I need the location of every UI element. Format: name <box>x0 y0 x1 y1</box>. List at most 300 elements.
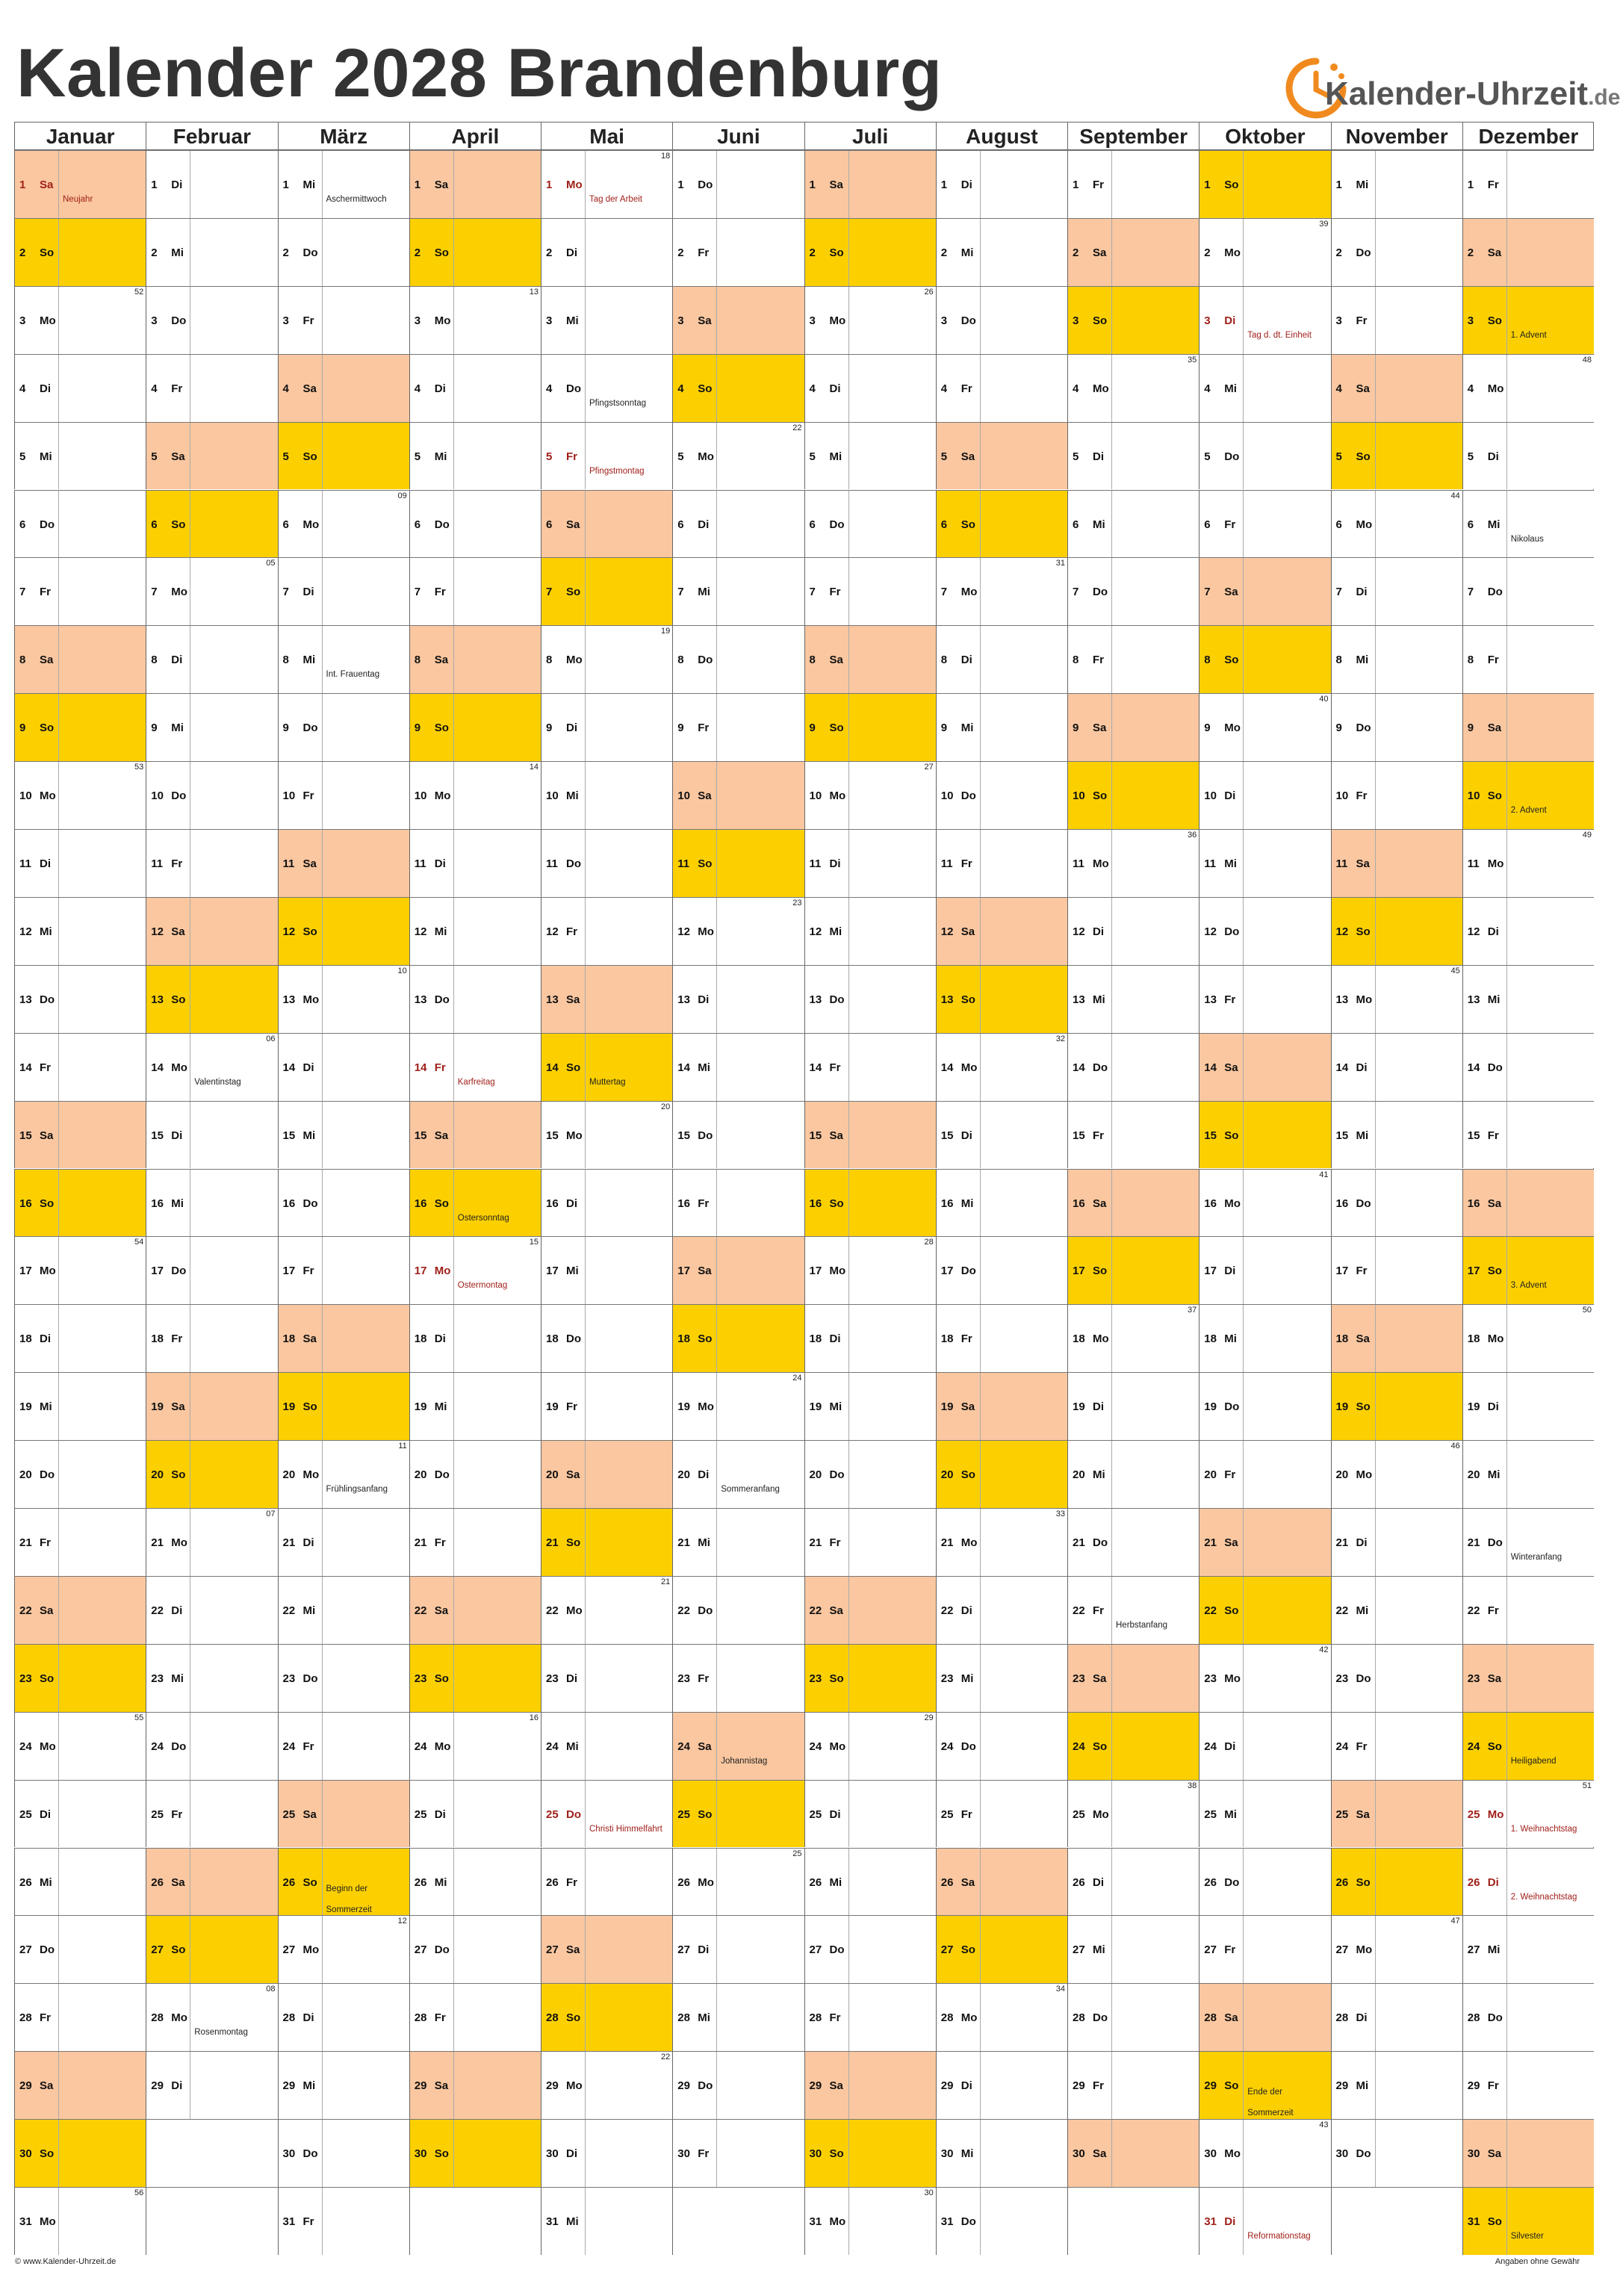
day-cell[interactable] <box>1331 1033 1462 1101</box>
day-cell[interactable] <box>409 1644 541 1712</box>
day-cell[interactable] <box>278 286 409 354</box>
day-cell[interactable] <box>1199 286 1330 354</box>
day-cell[interactable] <box>936 1712 1067 1780</box>
day-cell[interactable] <box>278 422 409 490</box>
day-cell[interactable] <box>278 557 409 625</box>
day-cell[interactable] <box>14 354 146 422</box>
day-cell[interactable] <box>804 1712 936 1780</box>
day-cell[interactable] <box>541 2051 672 2119</box>
day-cell[interactable] <box>804 1644 936 1712</box>
day-cell[interactable] <box>409 761 541 829</box>
day-cell[interactable] <box>1331 1101 1462 1169</box>
day-cell[interactable] <box>1067 490 1199 558</box>
day-cell[interactable] <box>804 1576 936 1644</box>
day-cell[interactable] <box>1331 557 1462 625</box>
day-cell[interactable] <box>409 1236 541 1304</box>
day-cell[interactable] <box>1462 2119 1594 2187</box>
day-cell[interactable] <box>541 1576 672 1644</box>
day-cell[interactable] <box>14 1576 146 1644</box>
day-cell[interactable] <box>409 490 541 558</box>
day-cell[interactable] <box>278 1508 409 1576</box>
day-cell[interactable] <box>541 1644 672 1712</box>
day-cell[interactable] <box>1199 693 1330 761</box>
day-cell[interactable] <box>278 693 409 761</box>
day-cell[interactable] <box>541 1915 672 1983</box>
day-cell[interactable] <box>146 1780 277 1848</box>
day-cell[interactable] <box>672 557 804 625</box>
day-cell[interactable] <box>936 1372 1067 1440</box>
day-cell[interactable] <box>278 1644 409 1712</box>
day-cell[interactable] <box>1067 150 1199 218</box>
day-cell[interactable] <box>1067 1983 1199 2051</box>
day-cell[interactable] <box>541 1848 672 1916</box>
day-cell[interactable] <box>14 1915 146 1983</box>
day-cell[interactable] <box>1067 2119 1199 2187</box>
day-cell[interactable] <box>1462 1508 1594 1576</box>
day-cell[interactable] <box>1331 1440 1462 1508</box>
day-cell[interactable] <box>1462 1169 1594 1237</box>
day-cell[interactable] <box>1199 625 1330 693</box>
day-cell[interactable] <box>146 761 277 829</box>
day-cell[interactable] <box>936 1236 1067 1304</box>
day-cell[interactable] <box>804 897 936 965</box>
day-cell[interactable] <box>672 897 804 965</box>
day-cell[interactable] <box>804 1304 936 1372</box>
day-cell[interactable] <box>146 1508 277 1576</box>
day-cell[interactable] <box>1199 1712 1330 1780</box>
day-cell[interactable] <box>14 2051 146 2119</box>
day-cell[interactable] <box>672 286 804 354</box>
day-cell[interactable] <box>409 1915 541 1983</box>
day-cell[interactable] <box>936 1033 1067 1101</box>
day-cell[interactable] <box>1199 1644 1330 1712</box>
day-cell[interactable] <box>146 1304 277 1372</box>
day-cell[interactable] <box>1462 490 1594 558</box>
day-cell[interactable] <box>146 897 277 965</box>
day-cell[interactable] <box>1067 1169 1199 1237</box>
day-cell[interactable] <box>936 829 1067 897</box>
day-cell[interactable] <box>672 1101 804 1169</box>
day-cell[interactable] <box>672 1236 804 1304</box>
day-cell[interactable] <box>1462 286 1594 354</box>
day-cell[interactable] <box>1067 286 1199 354</box>
day-cell[interactable] <box>1199 2187 1330 2255</box>
day-cell[interactable] <box>278 1101 409 1169</box>
day-cell[interactable] <box>1462 218 1594 286</box>
day-cell[interactable] <box>1462 625 1594 693</box>
day-cell[interactable] <box>409 897 541 965</box>
day-cell[interactable] <box>14 761 146 829</box>
day-cell[interactable] <box>14 625 146 693</box>
day-cell[interactable] <box>1067 1644 1199 1712</box>
day-cell[interactable] <box>541 1712 672 1780</box>
day-cell[interactable] <box>804 490 936 558</box>
day-cell[interactable] <box>278 354 409 422</box>
day-cell[interactable] <box>936 625 1067 693</box>
day-cell[interactable] <box>278 1033 409 1101</box>
day-cell[interactable] <box>1462 422 1594 490</box>
day-cell[interactable] <box>804 1169 936 1237</box>
day-cell[interactable] <box>146 1848 277 1916</box>
day-cell[interactable] <box>541 557 672 625</box>
day-cell[interactable] <box>1462 1576 1594 1644</box>
day-cell[interactable] <box>1199 1848 1330 1916</box>
day-cell[interactable] <box>1067 557 1199 625</box>
day-cell[interactable] <box>1199 490 1330 558</box>
day-cell[interactable] <box>541 1780 672 1848</box>
day-cell[interactable] <box>541 965 672 1033</box>
day-cell[interactable] <box>278 490 409 558</box>
day-cell[interactable] <box>804 829 936 897</box>
day-cell[interactable] <box>146 286 277 354</box>
day-cell[interactable] <box>1067 1848 1199 1916</box>
day-cell[interactable] <box>1067 422 1199 490</box>
day-cell[interactable] <box>1331 897 1462 965</box>
day-cell[interactable] <box>278 1236 409 1304</box>
day-cell[interactable] <box>1462 1915 1594 1983</box>
day-cell[interactable] <box>409 2051 541 2119</box>
day-cell[interactable] <box>14 218 146 286</box>
day-cell[interactable] <box>14 829 146 897</box>
day-cell[interactable] <box>936 490 1067 558</box>
day-cell[interactable] <box>1199 150 1330 218</box>
day-cell[interactable] <box>672 1983 804 2051</box>
day-cell[interactable] <box>409 2119 541 2187</box>
day-cell[interactable] <box>672 1440 804 1508</box>
day-cell[interactable] <box>1199 1915 1330 1983</box>
day-cell[interactable] <box>672 1033 804 1101</box>
day-cell[interactable] <box>1199 1576 1330 1644</box>
day-cell[interactable] <box>672 1372 804 1440</box>
day-cell[interactable] <box>541 761 672 829</box>
day-cell[interactable] <box>672 218 804 286</box>
day-cell[interactable] <box>146 1169 277 1237</box>
day-cell[interactable] <box>1067 693 1199 761</box>
day-cell[interactable] <box>541 286 672 354</box>
day-cell[interactable] <box>936 1848 1067 1916</box>
day-cell[interactable] <box>804 1440 936 1508</box>
day-cell[interactable] <box>1067 2051 1199 2119</box>
day-cell[interactable] <box>1199 897 1330 965</box>
day-cell[interactable] <box>804 1236 936 1304</box>
day-cell[interactable] <box>1199 1780 1330 1848</box>
day-cell[interactable] <box>14 1440 146 1508</box>
day-cell[interactable] <box>1462 1033 1594 1101</box>
day-cell[interactable] <box>409 1508 541 1576</box>
day-cell[interactable] <box>409 965 541 1033</box>
day-cell[interactable] <box>409 150 541 218</box>
day-cell[interactable] <box>936 1576 1067 1644</box>
day-cell[interactable] <box>409 1780 541 1848</box>
day-cell[interactable] <box>936 218 1067 286</box>
day-cell[interactable] <box>14 2187 146 2255</box>
day-cell[interactable] <box>146 829 277 897</box>
day-cell[interactable] <box>1199 761 1330 829</box>
day-cell[interactable] <box>672 761 804 829</box>
day-cell[interactable] <box>541 1033 672 1101</box>
day-cell[interactable] <box>14 1372 146 1440</box>
day-cell[interactable] <box>1462 1304 1594 1372</box>
day-cell[interactable] <box>14 286 146 354</box>
day-cell[interactable] <box>409 693 541 761</box>
day-cell[interactable] <box>1067 1236 1199 1304</box>
day-cell[interactable] <box>672 1169 804 1237</box>
day-cell[interactable] <box>936 1508 1067 1576</box>
day-cell[interactable] <box>804 1508 936 1576</box>
day-cell[interactable] <box>541 2187 672 2255</box>
day-cell[interactable] <box>1331 1169 1462 1237</box>
day-cell[interactable] <box>146 1644 277 1712</box>
day-cell[interactable] <box>672 354 804 422</box>
day-cell[interactable] <box>1067 625 1199 693</box>
day-cell[interactable] <box>278 829 409 897</box>
day-cell[interactable] <box>1067 965 1199 1033</box>
day-cell[interactable] <box>936 2051 1067 2119</box>
day-cell[interactable] <box>1199 557 1330 625</box>
day-cell[interactable] <box>541 1440 672 1508</box>
day-cell[interactable] <box>541 693 672 761</box>
day-cell[interactable] <box>1067 1304 1199 1372</box>
day-cell[interactable] <box>672 150 804 218</box>
day-cell[interactable] <box>278 1780 409 1848</box>
day-cell[interactable] <box>541 490 672 558</box>
day-cell[interactable] <box>541 354 672 422</box>
day-cell[interactable] <box>804 2051 936 2119</box>
day-cell[interactable] <box>672 1644 804 1712</box>
day-cell[interactable] <box>1199 2051 1330 2119</box>
day-cell[interactable] <box>278 1576 409 1644</box>
day-cell[interactable] <box>14 1848 146 1916</box>
day-cell[interactable] <box>1462 1372 1594 1440</box>
day-cell[interactable] <box>936 354 1067 422</box>
day-cell[interactable] <box>1067 1440 1199 1508</box>
day-cell[interactable] <box>804 1372 936 1440</box>
day-cell[interactable] <box>672 490 804 558</box>
day-cell[interactable] <box>1462 1712 1594 1780</box>
day-cell[interactable] <box>672 1576 804 1644</box>
day-cell[interactable] <box>146 557 277 625</box>
day-cell[interactable] <box>1199 1236 1330 1304</box>
day-cell[interactable] <box>672 422 804 490</box>
day-cell[interactable] <box>278 1712 409 1780</box>
day-cell[interactable] <box>541 897 672 965</box>
day-cell[interactable] <box>14 2119 146 2187</box>
day-cell[interactable] <box>146 1236 277 1304</box>
day-cell[interactable] <box>541 1372 672 1440</box>
day-cell[interactable] <box>409 1576 541 1644</box>
day-cell[interactable] <box>278 1440 409 1508</box>
day-cell[interactable] <box>936 761 1067 829</box>
day-cell[interactable] <box>541 625 672 693</box>
day-cell[interactable] <box>14 1712 146 1780</box>
day-cell[interactable] <box>804 2119 936 2187</box>
day-cell[interactable] <box>1462 693 1594 761</box>
day-cell[interactable] <box>804 761 936 829</box>
day-cell[interactable] <box>278 625 409 693</box>
day-cell[interactable] <box>1199 1983 1330 2051</box>
day-cell[interactable] <box>1462 761 1594 829</box>
day-cell[interactable] <box>14 490 146 558</box>
day-cell[interactable] <box>541 1508 672 1576</box>
day-cell[interactable] <box>936 1440 1067 1508</box>
day-cell[interactable] <box>1199 354 1330 422</box>
day-cell[interactable] <box>804 557 936 625</box>
day-cell[interactable] <box>409 1372 541 1440</box>
day-cell[interactable] <box>804 625 936 693</box>
day-cell[interactable] <box>409 1033 541 1101</box>
day-cell[interactable] <box>1331 1983 1462 2051</box>
day-cell[interactable] <box>804 1101 936 1169</box>
day-cell[interactable] <box>672 2119 804 2187</box>
day-cell[interactable] <box>1331 1915 1462 1983</box>
day-cell[interactable] <box>1462 1848 1594 1916</box>
day-cell[interactable] <box>14 1508 146 1576</box>
day-cell[interactable] <box>146 2051 277 2119</box>
day-cell[interactable] <box>672 829 804 897</box>
day-cell[interactable] <box>936 422 1067 490</box>
day-cell[interactable] <box>278 965 409 1033</box>
day-cell[interactable] <box>14 150 146 218</box>
day-cell[interactable] <box>409 1304 541 1372</box>
day-cell[interactable] <box>14 1169 146 1237</box>
day-cell[interactable] <box>1067 1101 1199 1169</box>
day-cell[interactable] <box>146 1576 277 1644</box>
day-cell[interactable] <box>409 1440 541 1508</box>
day-cell[interactable] <box>409 1101 541 1169</box>
day-cell[interactable] <box>146 1915 277 1983</box>
day-cell[interactable] <box>1331 286 1462 354</box>
day-cell[interactable] <box>804 965 936 1033</box>
day-cell[interactable] <box>541 422 672 490</box>
day-cell[interactable] <box>1199 1033 1330 1101</box>
day-cell[interactable] <box>672 1508 804 1576</box>
day-cell[interactable] <box>409 1983 541 2051</box>
day-cell[interactable] <box>1199 1101 1330 1169</box>
day-cell[interactable] <box>1331 1780 1462 1848</box>
day-cell[interactable] <box>804 693 936 761</box>
day-cell[interactable] <box>1331 1712 1462 1780</box>
day-cell[interactable] <box>278 761 409 829</box>
day-cell[interactable] <box>541 150 672 218</box>
day-cell[interactable] <box>1067 1780 1199 1848</box>
day-cell[interactable] <box>14 1236 146 1304</box>
day-cell[interactable] <box>804 218 936 286</box>
day-cell[interactable] <box>672 1915 804 1983</box>
day-cell[interactable] <box>672 625 804 693</box>
day-cell[interactable] <box>409 286 541 354</box>
day-cell[interactable] <box>1331 1848 1462 1916</box>
day-cell[interactable] <box>1331 625 1462 693</box>
day-cell[interactable] <box>936 2187 1067 2255</box>
day-cell[interactable] <box>1067 1712 1199 1780</box>
day-cell[interactable] <box>936 965 1067 1033</box>
day-cell[interactable] <box>146 965 277 1033</box>
day-cell[interactable] <box>146 218 277 286</box>
day-cell[interactable] <box>409 354 541 422</box>
day-cell[interactable] <box>14 1304 146 1372</box>
day-cell[interactable] <box>1462 829 1594 897</box>
day-cell[interactable] <box>1331 1508 1462 1576</box>
day-cell[interactable] <box>146 490 277 558</box>
day-cell[interactable] <box>1331 1372 1462 1440</box>
day-cell[interactable] <box>1331 1576 1462 1644</box>
day-cell[interactable] <box>804 150 936 218</box>
day-cell[interactable] <box>146 1101 277 1169</box>
day-cell[interactable] <box>278 2187 409 2255</box>
day-cell[interactable] <box>278 1304 409 1372</box>
day-cell[interactable] <box>936 1780 1067 1848</box>
day-cell[interactable] <box>541 1169 672 1237</box>
day-cell[interactable] <box>804 1983 936 2051</box>
day-cell[interactable] <box>1462 1236 1594 1304</box>
day-cell[interactable] <box>1331 490 1462 558</box>
day-cell[interactable] <box>146 1440 277 1508</box>
day-cell[interactable] <box>541 1101 672 1169</box>
day-cell[interactable] <box>1331 2051 1462 2119</box>
day-cell[interactable] <box>541 2119 672 2187</box>
day-cell[interactable] <box>1331 1644 1462 1712</box>
day-cell[interactable] <box>672 965 804 1033</box>
day-cell[interactable] <box>14 1033 146 1101</box>
day-cell[interactable] <box>146 422 277 490</box>
day-cell[interactable] <box>936 693 1067 761</box>
day-cell[interactable] <box>1067 354 1199 422</box>
day-cell[interactable] <box>146 693 277 761</box>
day-cell[interactable] <box>936 1915 1067 1983</box>
day-cell[interactable] <box>1462 1780 1594 1848</box>
day-cell[interactable] <box>278 1915 409 1983</box>
day-cell[interactable] <box>146 1033 277 1101</box>
day-cell[interactable] <box>1067 218 1199 286</box>
day-cell[interactable] <box>1199 1372 1330 1440</box>
day-cell[interactable] <box>409 218 541 286</box>
day-cell[interactable] <box>1462 2051 1594 2119</box>
day-cell[interactable] <box>14 557 146 625</box>
day-cell[interactable] <box>1462 150 1594 218</box>
day-cell[interactable] <box>672 693 804 761</box>
day-cell[interactable] <box>1067 1915 1199 1983</box>
day-cell[interactable] <box>936 1304 1067 1372</box>
day-cell[interactable] <box>1067 897 1199 965</box>
day-cell[interactable] <box>541 218 672 286</box>
day-cell[interactable] <box>1331 761 1462 829</box>
day-cell[interactable] <box>804 1033 936 1101</box>
day-cell[interactable] <box>278 150 409 218</box>
day-cell[interactable] <box>1067 1508 1199 1576</box>
day-cell[interactable] <box>1331 1236 1462 1304</box>
day-cell[interactable] <box>541 1236 672 1304</box>
day-cell[interactable] <box>804 1780 936 1848</box>
day-cell[interactable] <box>1331 422 1462 490</box>
day-cell[interactable] <box>146 150 277 218</box>
day-cell[interactable] <box>409 625 541 693</box>
day-cell[interactable] <box>936 897 1067 965</box>
day-cell[interactable] <box>146 1712 277 1780</box>
day-cell[interactable] <box>409 1169 541 1237</box>
day-cell[interactable] <box>1199 1440 1330 1508</box>
day-cell[interactable] <box>1462 897 1594 965</box>
day-cell[interactable] <box>541 829 672 897</box>
day-cell[interactable] <box>1331 1304 1462 1372</box>
day-cell[interactable] <box>14 965 146 1033</box>
day-cell[interactable] <box>1199 2119 1330 2187</box>
day-cell[interactable] <box>804 286 936 354</box>
day-cell[interactable] <box>14 693 146 761</box>
day-cell[interactable] <box>1462 1440 1594 1508</box>
day-cell[interactable] <box>1331 965 1462 1033</box>
day-cell[interactable] <box>146 625 277 693</box>
day-cell[interactable] <box>409 829 541 897</box>
